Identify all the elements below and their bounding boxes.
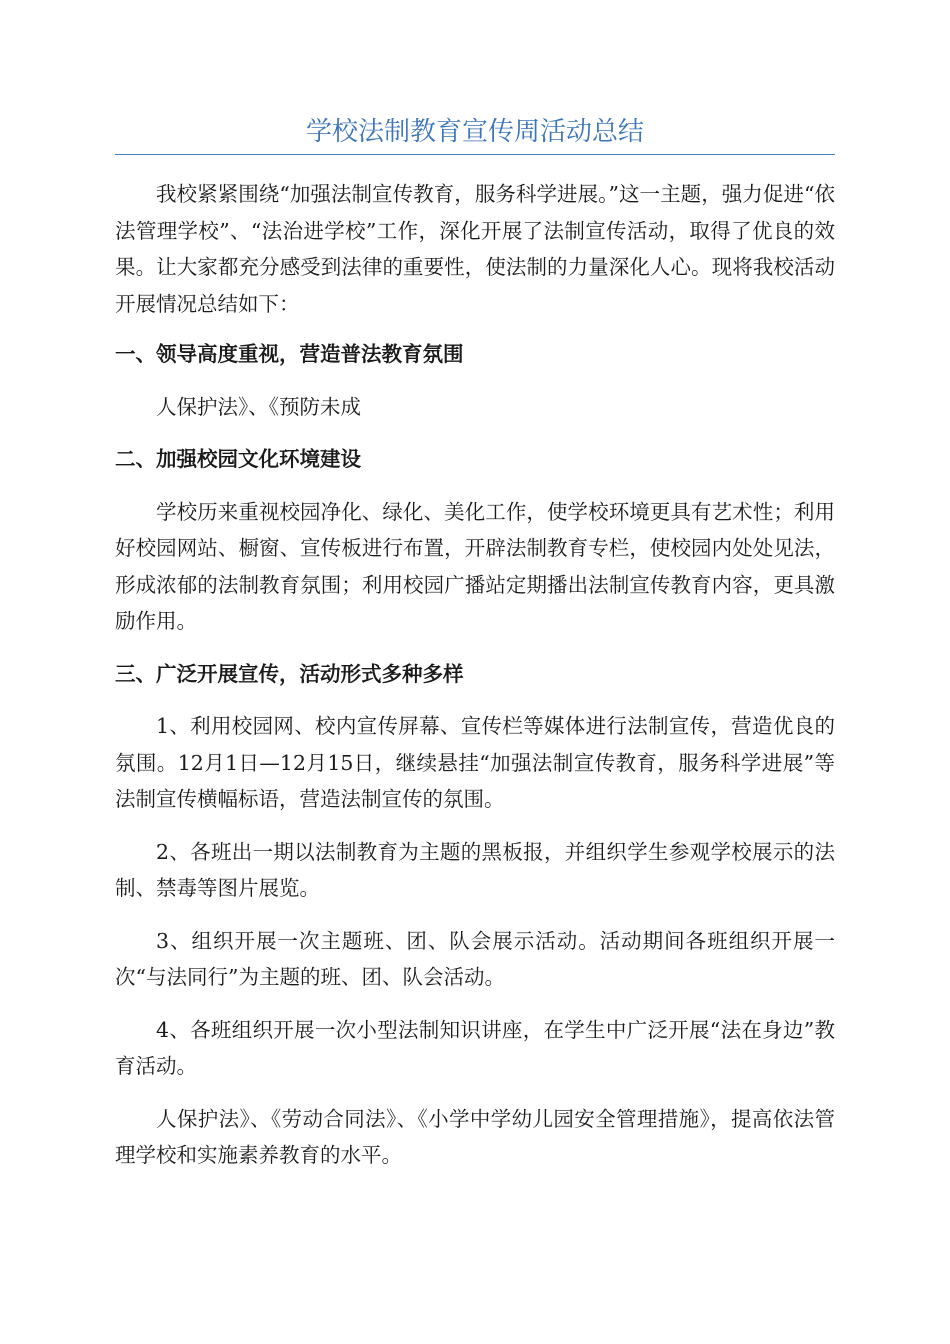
list-item-1: 1、利用校园网、校内宣传屏幕、宣传栏等媒体进行法制宣传，营造优良的氛围。12月1日—12月15日，继续悬挂“加强法制宣传教育，服务科学进展”等法制宣传横幅标语，营造法制宣传的氛围。	[115, 714, 835, 811]
list-item-2: 2、各班出一期以法制教育为主题的黑板报，并组织学生参观学校展示的法制、禁毒等图片展览。	[115, 839, 835, 900]
section-1-paragraph: 人保护法》、《预防未成	[156, 394, 361, 419]
intro-paragraph: 我校紧紧围绕“加强法制宣传教育，服务科学进展。”这一主题，强力促进“依法管理学校”、“法治进学校”工作，深化开展了法制宣传活动，取得了优良的效果。让大家都充分感受到法律的重要性，使法制的力量深化人心。现将我校活动开展情况总结如下：	[115, 182, 835, 316]
document-page	[115, 112, 835, 1174]
section-heading-3: 三、广泛开展宣传，活动形式多种多样	[115, 661, 464, 686]
section-heading-2: 二、加强校园文化环境建设	[115, 447, 361, 471]
list-item-3: 3、组织开展一次主题班、团、队会展示活动。活动期间各班组织开展一次“与法同行”为主题的班、团、队会活动。	[115, 928, 835, 989]
section-2-paragraph: 学校历来重视校园净化、绿化、美化工作，使学校环境更具有艺术性；利用好校园网站、橱窗、宣传板进行布置，开辟法制教育专栏，使校园内处处见法，形成浓郁的法制教育氛围；利用校园广播站定期播出法制宣传教育内容，更具激励作用。	[115, 499, 835, 633]
list-item-4: 4、各班组织开展一次小型法制知识讲座，在学生中广泛开展“法在身边”教育活动。	[115, 1017, 835, 1078]
section-heading-1: 一、领导高度重视，营造普法教育氛围	[115, 342, 464, 366]
closing-paragraph: 人保护法》、《劳动合同法》、《小学中学幼儿园安全管理措施》，提高依法管理学校和实施素养教育的水平。	[115, 1106, 835, 1167]
document-title: 学校法制教育宣传周活动总结	[115, 112, 835, 155]
